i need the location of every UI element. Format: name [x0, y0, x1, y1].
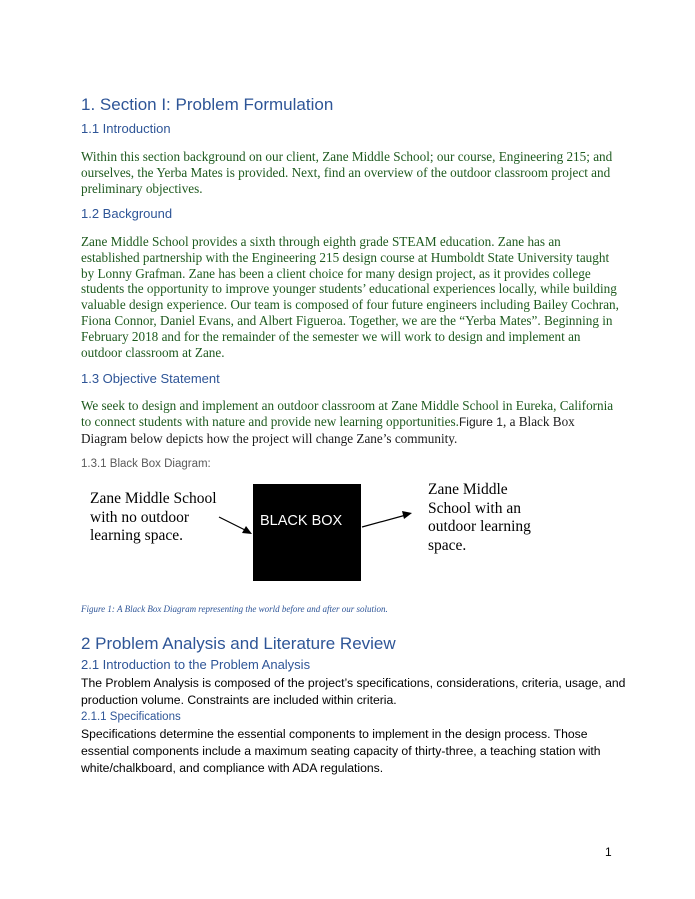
specifications-heading: 2.1.1 Specifications — [81, 711, 181, 723]
background-paragraph: Zane Middle School provides a sixth through eighth grade STEAM education. Zane has an established partnership with the Engineering 215 design course at Humboldt State University taught by Lonny Grafman. Zane has been a client choice for many design project, as it provides college students the opportunity to improve younger students’ educational experiences locally, while building valuable design experience. Our team is composed of four future engineers including Bailey Cochran, Fiona Connor, Daniel Evans, and Albert Figueroa. Together, we are the “Yerba Mates”. Beginning in February 2018 and for the remainder of the semester we will work to design and implement an outdoor classroom at Zane. — [81, 234, 619, 360]
input-arrow — [219, 517, 252, 534]
page-number: 1 — [605, 845, 612, 859]
problem-analysis-intro-heading: 2.1 Introduction to the Problem Analysis — [81, 657, 311, 672]
black-box — [253, 484, 361, 581]
background-heading: 1.2 Background — [81, 206, 173, 221]
after-state-text: Zane Middle School with an outdoor learning space. — [428, 481, 531, 554]
objective-text-continued: , a Black Box Diagram below depicts how the project will change Zane’s community. — [81, 413, 575, 446]
black-box-diagram-heading: 1.3.1 Black Box Diagram: — [81, 458, 211, 470]
introduction-heading: 1.1 Introduction — [81, 121, 171, 136]
figure-1-caption: Figure 1: A Black Box Diagram representing the world before and after our solution. — [81, 604, 388, 614]
objective-heading: 1.3 Objective Statement — [81, 371, 220, 386]
figure-1-reference[interactable]: Figure 1 — [458, 414, 503, 429]
section-1-heading: 1. Section I: Problem Formulation — [81, 95, 334, 114]
before-state-text: Zane Middle School with no outdoor learning space. — [90, 490, 217, 544]
specifications-paragraph: Specifications determine the essential components to implement in the design process. Those essential components include a maximum seating capacity of thirty-three, a teaching station with white/chalkboard, and compliance with ADA regulations. — [81, 727, 601, 775]
problem-analysis-intro-paragraph: The Problem Analysis is composed of the project’s specifications, considerations, criteria, usage, and production volume. Constraints are included within criteria. — [81, 676, 626, 707]
objective-text: We seek to design and implement an outdoor classroom at Zane Middle School in Eureka, California to connect students with nature and provide new learning opportunities. — [81, 398, 614, 429]
introduction-paragraph: Within this section background on our client, Zane Middle School; our course, Engineering 215; and ourselves, the Yerba Mates is provided. Next, find an overview of the outdoor classroom project and preliminary objectives. — [81, 149, 613, 196]
black-box-label: BLACK BOX — [260, 513, 343, 529]
section-2-heading: 2 Problem Analysis and Literature Review — [81, 634, 396, 653]
output-arrow — [362, 511, 412, 527]
